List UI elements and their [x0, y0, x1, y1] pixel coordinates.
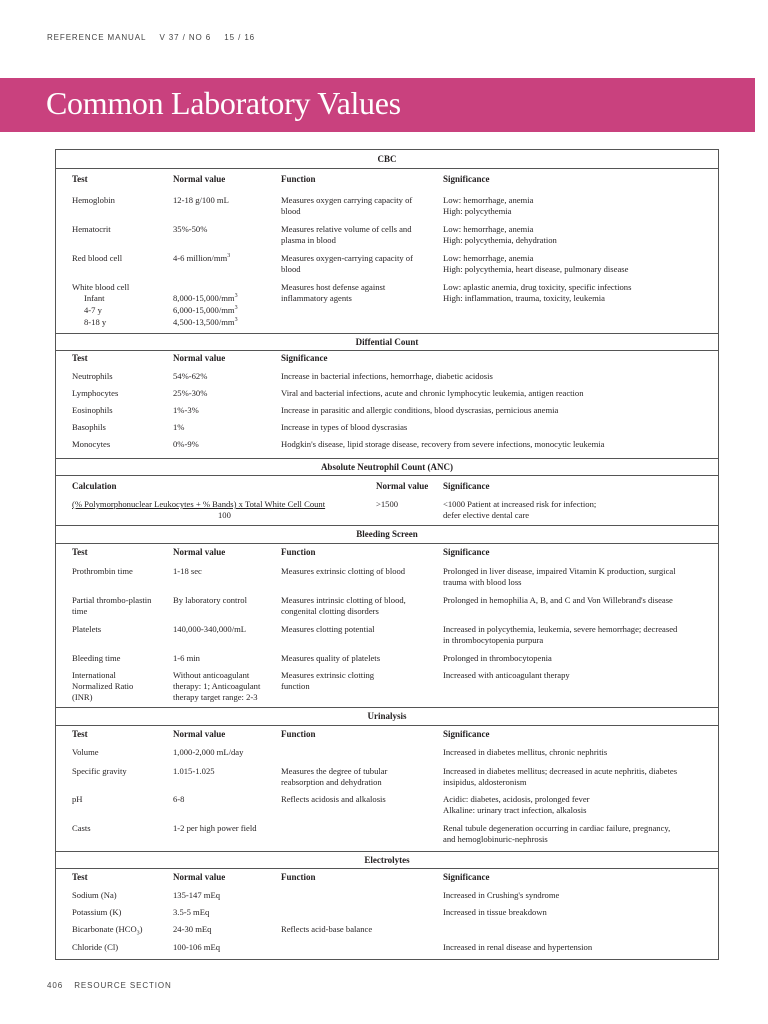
electrolytes-header-normal: Normal value [173, 872, 226, 882]
anc-formula-denominator: 100 [218, 510, 231, 520]
ptt-significance: Prolonged in hemophilia A, B, and C and Von Willebrand's disease [443, 595, 673, 605]
diff-header-normal: Normal value [173, 353, 226, 363]
electrolytes-header-function: Function [281, 872, 316, 882]
anc-header-calculation: Calculation [72, 481, 117, 491]
divider [56, 868, 718, 869]
specific-gravity-significance: Increased in diabetes mellitus; decreased in acute nephritis, diabetes insipidus, aldosteronism [443, 766, 678, 787]
hematocrit-test: Hematocrit [72, 224, 111, 234]
potassium-test: Potassium (K) [72, 907, 122, 917]
urinalysis-header-test: Test [72, 729, 88, 739]
running-head [47, 33, 265, 42]
prothrombin-significance: Prolonged in liver disease, impaired Vitamin K production, surgical trauma with blood loss [443, 566, 676, 587]
electrolytes-header-significance: Significance [443, 872, 490, 882]
divider [56, 543, 718, 544]
electrolytes-section-title: Electrolytes [364, 855, 410, 865]
inr-test: International Normalized Ratio (INR) [72, 670, 134, 702]
diff-test: Neutrophils [72, 371, 113, 381]
wbc-infant-normal: $8,000-15,000/mm^3$ [173, 293, 238, 303]
hematocrit-function: Measures relative volume of cells and plasma in blood [281, 224, 412, 245]
anc-section-title: Absolute Neutrophil Count (ANC) [320, 462, 454, 472]
diff-header-test: Test [72, 353, 88, 363]
hemoglobin-function: Measures oxygen carrying capacity of blood [281, 195, 413, 216]
page-title: Common Laboratory Values [46, 85, 401, 121]
urinalysis-header-function: Function [281, 729, 316, 739]
potassium-significance: Increased in tissue breakdown [443, 907, 547, 917]
anc-formula-numerator: (% Polymorphonuclear Leukocytes + % Bands) x Total White Cell Count [72, 499, 326, 509]
rbc-function: Measures oxygen-carrying capacity of blood [281, 253, 413, 274]
diff-test: Basophils [72, 422, 106, 432]
urinalysis-section-title: Urinalysis [367, 711, 407, 721]
diff-significance: Viral and bacterial infections, acute and chronic lymphocytic leukemia, antigen reaction [281, 388, 584, 398]
anc-header-significance: Significance [443, 481, 490, 491]
anc-normal: >1500 [376, 499, 399, 509]
casts-test: Casts [72, 823, 91, 833]
title-band [0, 78, 755, 132]
hemoglobin-test: Hemoglobin [72, 195, 115, 205]
specific-gravity-function: Measures the degree of tubular reabsorption and dehydration [281, 766, 388, 787]
diff-normal: 25%-30% [173, 388, 208, 398]
diff-test: Eosinophils [72, 405, 113, 415]
ph-significance-acidic: Acidic: diabetes, acidosis, prolonged fever [443, 794, 590, 804]
bleeding-header-test: Test [72, 547, 88, 557]
bleeding-time-function: Measures quality of platelets [281, 653, 381, 663]
bleeding-section-title: Bleeding Screen [356, 529, 418, 539]
urinalysis-header-significance: Significance [443, 729, 490, 739]
bleeding-header-function: Function [281, 547, 316, 557]
platelets-test: Platelets [72, 624, 102, 634]
diff-normal: 0%-9% [173, 439, 199, 449]
specific-gravity-test: Specific gravity [72, 766, 127, 776]
diff-significance: Increase in bacterial infections, hemorrhage, diabetic acidosis [281, 371, 493, 381]
page-number: 406 [47, 981, 64, 990]
bleeding-header-significance: Significance [443, 547, 490, 557]
wbc-significance-high: High: inflammation, trauma, toxicity, leukemia [443, 293, 605, 303]
section-name: RESOURCE SECTION [74, 981, 172, 990]
hematocrit-significance-high: High: polycythemia, dehydration [443, 235, 557, 245]
specific-gravity-normal: 1.015-1.025 [173, 766, 215, 776]
bicarbonate-function: Reflects acid-base balance [281, 924, 373, 934]
divider [56, 725, 718, 726]
volume-normal: 1,000-2,000 mL/day [173, 747, 244, 757]
cbc-section-title: CBC [377, 154, 397, 164]
diff-significance: Increase in parasitic and allergic conditions, blood dyscrasias, pernicious anemia [281, 405, 559, 415]
ptt-test: Partial thrombo-plastin time [72, 595, 152, 616]
chloride-test: Chloride (Cl) [72, 942, 119, 952]
potassium-normal: 3.5-5 mEq [173, 907, 210, 917]
hemoglobin-significance-low: Low: hemorrhage, anemia [443, 195, 534, 205]
page-footer [47, 981, 180, 990]
platelets-normal: 140,000-340,000/mL [173, 624, 247, 634]
hemoglobin-normal: 12-18 g/100 mL [173, 195, 229, 205]
casts-normal: 1-2 per high power field [173, 823, 257, 833]
manual-name: REFERENCE MANUAL [47, 33, 147, 42]
wbc-age-4-7-label: 4-7 y [84, 305, 102, 315]
chloride-normal: 100-106 mEq [173, 942, 221, 952]
diff-header-significance: Significance [281, 353, 328, 363]
chloride-significance: Increased in renal disease and hypertension [443, 942, 593, 952]
platelets-significance: Increased in polycythemia, leukemia, severe hemorrhage; decreased in thrombocytopenia purpura [443, 624, 678, 645]
inr-normal: Without anticoagulant therapy: 1; Anticoagulant therapy target range: 2-3 [173, 670, 261, 702]
diff-test: Lymphocytes [72, 388, 119, 398]
diff-significance: Hodgkin's disease, lipid storage disease, recovery from severe infections, monocytic leukemia [281, 439, 605, 449]
hematocrit-normal: 35%-50% [173, 224, 208, 234]
hemoglobin-significance-high: High: polycythemia [443, 206, 512, 216]
platelets-function: Measures clotting potential [281, 624, 375, 634]
volume-number: V 37 / NO 6 [159, 33, 212, 42]
lab-values-table [55, 149, 719, 960]
divider [56, 475, 718, 476]
diff-normal: 54%-62% [173, 371, 208, 381]
rbc-significance-high: High: polycythemia, heart disease, pulmonary disease [443, 264, 629, 274]
sodium-normal: 135-147 mEq [173, 890, 221, 900]
wbc-age-8-18-label: 8-18 y [84, 317, 107, 327]
urinalysis-header-normal: Normal value [173, 729, 226, 739]
wbc-age-4-7-normal: $6,000-15,000/mm^3$ [173, 305, 238, 315]
hematocrit-significance-low: Low: hemorrhage, anemia [443, 224, 534, 234]
wbc-age-8-18-normal: $4,500-13,500/mm^3$ [173, 317, 238, 327]
ptt-normal: By laboratory control [173, 595, 247, 605]
anc-significance-line1: <1000 Patient at increased risk for infection; [443, 499, 597, 509]
bicarbonate-test: Bicarbonate $(HCO_3)$ [72, 924, 143, 937]
anc-significance-line2: defer elective dental care [443, 510, 530, 520]
volume-test: Volume [72, 747, 99, 757]
diff-significance: Increase in types of blood dyscrasias [281, 422, 408, 432]
wbc-function: Measures host defense against inflammatory agents [281, 282, 386, 303]
bleeding-time-significance: Prolonged in thrombocytopenia [443, 653, 552, 663]
ptt-function: Measures intrinsic clotting of blood, congenital clotting disorders [281, 595, 406, 616]
rbc-significance-low: Low: hemorrhage, anemia [443, 253, 534, 263]
differential-section-title: Diffential Count [355, 337, 419, 347]
sodium-significance: Increased in Crushing's syndrome [443, 890, 560, 900]
divider [56, 168, 718, 169]
rbc-normal: 4-6 million/$mm^3$ [173, 253, 231, 263]
cbc-header-significance: Significance [443, 174, 490, 184]
cbc-header-function: Function [281, 174, 316, 184]
ph-test: pH [72, 794, 83, 804]
inr-function: Measures extrinsic clotting function [281, 670, 375, 691]
edition-year: 15 / 16 [224, 33, 256, 42]
diff-test: Monocytes [72, 439, 111, 449]
prothrombin-test: Prothrombin time [72, 566, 133, 576]
divider [56, 350, 718, 351]
anc-header-normal: Normal value [376, 481, 429, 491]
prothrombin-function: Measures extrinsic clotting of blood [281, 566, 406, 576]
ph-normal: 6-8 [173, 794, 185, 804]
electrolytes-header-test: Test [72, 872, 88, 882]
ph-significance-alkaline: Alkaline: urinary tract infection, alkalosis [443, 805, 587, 815]
ph-function: Reflects acidosis and alkalosis [281, 794, 386, 804]
cbc-header-test: Test [72, 174, 88, 184]
bleeding-time-normal: 1-6 min [173, 653, 200, 663]
prothrombin-normal: 1-18 sec [173, 566, 202, 576]
rbc-test: Red blood cell [72, 253, 123, 263]
diff-normal: 1%-3% [173, 405, 199, 415]
inr-significance: Increased with anticoagulant therapy [443, 670, 570, 680]
wbc-infant-label: Infant [84, 293, 105, 303]
wbc-significance-low: Low: aplastic anemia, drug toxicity, specific infections [443, 282, 632, 292]
wbc-test: White blood cell [72, 282, 130, 292]
bleeding-header-normal: Normal value [173, 547, 226, 557]
sodium-test: Sodium (Na) [72, 890, 117, 900]
bleeding-time-test: Bleeding time [72, 653, 121, 663]
diff-normal: 1% [173, 422, 185, 432]
casts-significance: Renal tubule degeneration occurring in cardiac failure, pregnancy, and hemoglobinuric-nephrosis [443, 823, 671, 844]
cbc-header-normal: Normal value [173, 174, 226, 184]
volume-significance: Increased in diabetes mellitus, chronic nephritis [443, 747, 608, 757]
bicarbonate-normal: 24-30 mEq [173, 924, 212, 934]
